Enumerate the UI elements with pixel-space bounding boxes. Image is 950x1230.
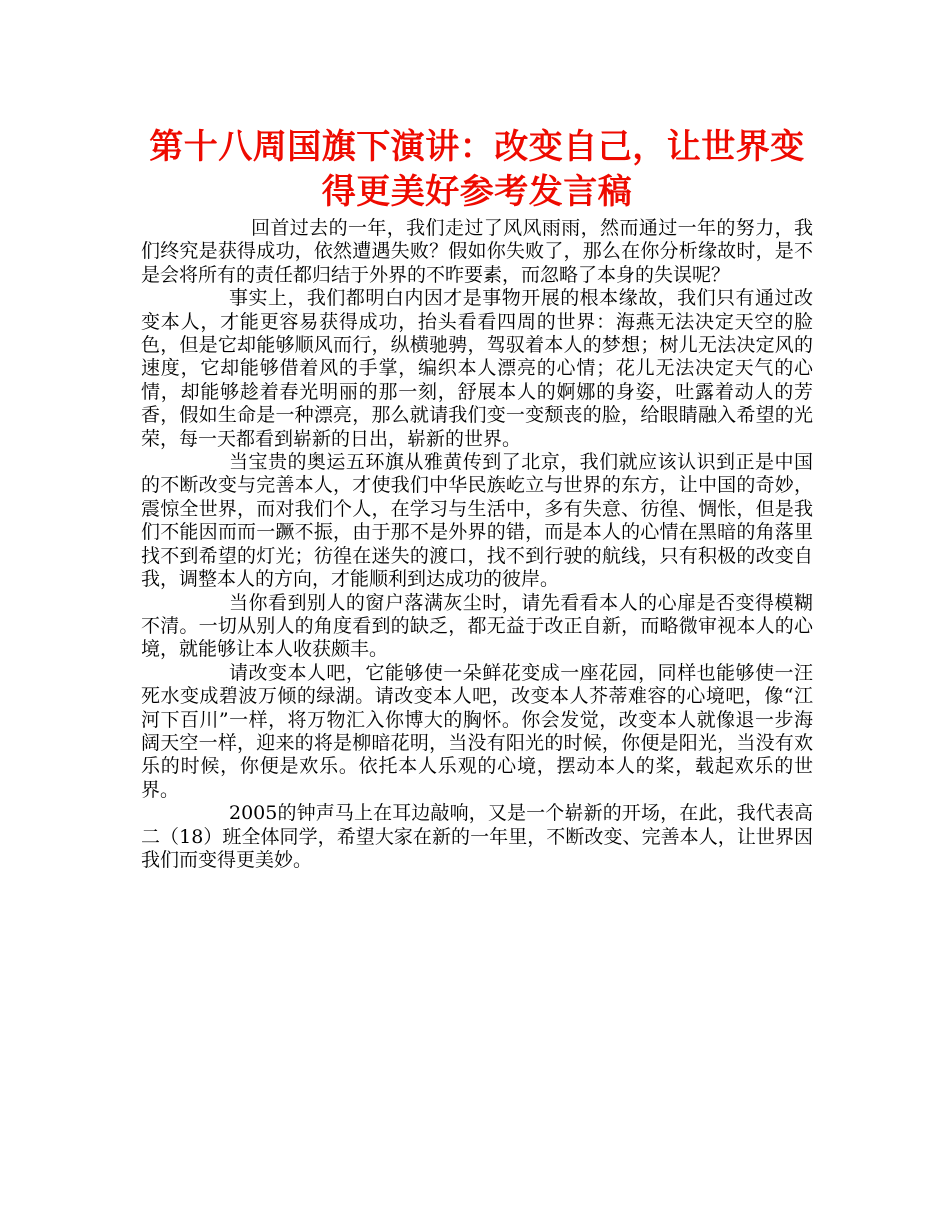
document-title: 第十八周国旗下演讲：改变自己，让世界变得更美好参考发言稿 [149, 127, 805, 212]
paragraph-2: 事实上，我们都明白内因才是事物开展的根本缘故，我们只有通过改变本人，才能更容易获得成功，抬头看看四周的世界：海燕无法决定天空的脸色，但是它却能够顺风而行，纵横驰骋，驾驭着本人的梦想；树儿无法决定风的速度，它却能够借着风的手掌，编织本人漂亮的心情；花儿无法决定天气的心情，却能够趁着春光明丽的那一刻，舒展本人的婀娜的身姿，吐露着动人的芳香，假如生命是一种漂亮，那么就请我们变一变颓丧的脸，给眼睛融入希望的光荣，每一天都看到崭新的日出，崭新的世界。 [141, 287, 813, 450]
paragraph-4: 当你看到别人的窗户落满灰尘时，请先看看本人的心扉是否变得模糊不清。一切从别人的角度看到的缺乏，都无益于改正自新，而略微审视本人的心境，就能够让本人收获颇丰。 [141, 591, 813, 661]
paragraph-5: 请改变本人吧，它能够使一朵鲜花变成一座花园，同样也能够使一汪死水变成碧波万倾的绿湖。请改变本人吧，改变本人芥蒂难容的心境吧，像“江河下百川”一样，将万物汇入你博大的胸怀。你会发觉，改变本人就像退一步海阔天空一样，迎来的将是柳暗花明，当没有阳光的时候，你便是阳光，当没有欢乐的时候，你便是欢乐。依托本人乐观的心境，摆动本人的桨，载起欢乐的世界。 [141, 661, 813, 801]
paragraph-1: 回首过去的一年，我们走过了风风雨雨，然而通过一年的努力，我们终究是获得成功，依然遭遇失败？假如你失败了，那么在你分析缘故时，是不是会将所有的责任都归结于外界的不昨要素，而忽略了本身的失误呢？ [141, 217, 813, 286]
document-page [141, 125, 813, 872]
paragraph-6: 2005的钟声马上在耳边敲响，又是一个崭新的开场，在此，我代表高二（18）班全体同学，希望大家在新的一年里，不断改变、完善本人，让世界因我们而变得更美妙。 [141, 802, 813, 871]
document-body [141, 217, 813, 872]
paragraph-3: 当宝贵的奥运五环旗从雅黄传到了北京，我们就应该认识到正是中国的不断改变与完善本人，才使我们中华民族屹立与世界的东方，让中国的奇妙，震惊全世界，而对我们个人，在学习与生活中，多有失意、彷徨、惆怅，但是我们不能因而而一蹶不振，由于那不是外界的错，而是本人的心情在黑暗的角落里找不到希望的灯光；彷徨在迷失的渡口，找不到行驶的航线，只有积极的改变自我，调整本人的方向，才能顺利到达成功的彼岸。 [141, 451, 813, 591]
